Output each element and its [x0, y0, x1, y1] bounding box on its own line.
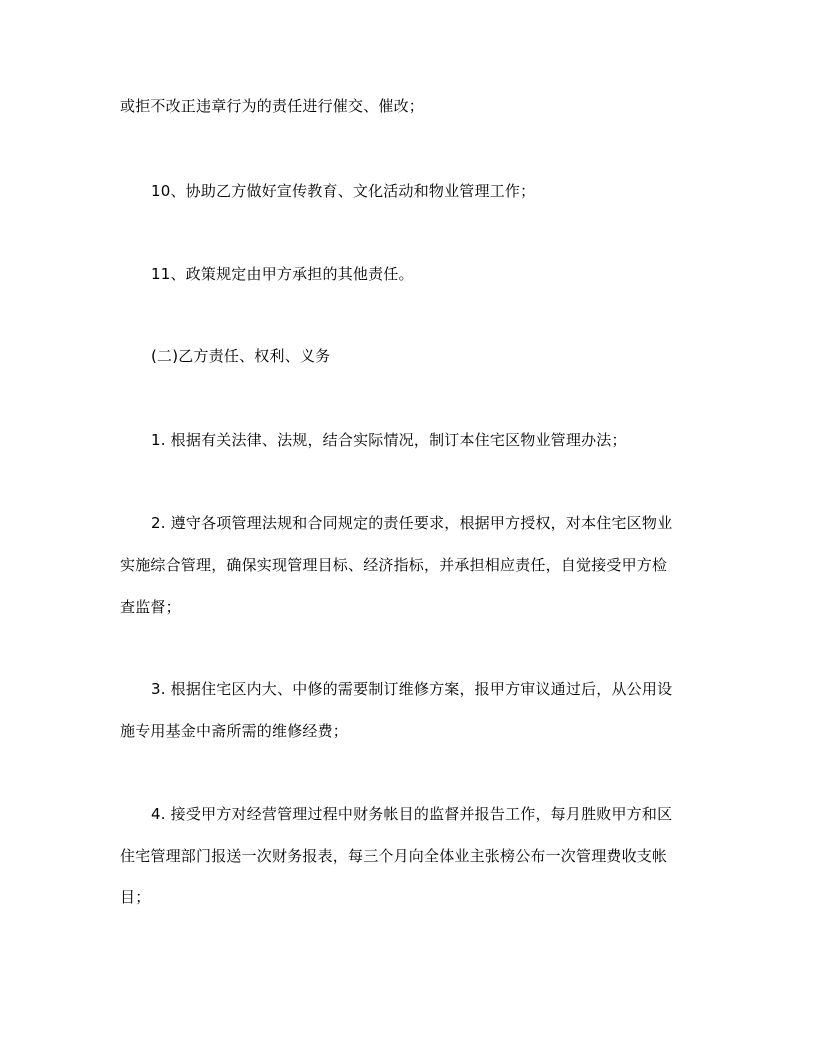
text-line: 实施综合管理，确保实现管理目标、经济指标，并承担相应责任，自觉接受甲方检: [120, 556, 668, 574]
text-line: 11、政策规定由甲方承担的其他责任。: [151, 265, 414, 283]
text-line: 住宅管理部门报送一次财务报表，每三个月向全体业主张榜公布一次管理费收支帐: [120, 847, 668, 865]
text-line: 施专用基金中斋所需的维修经费；: [120, 722, 349, 740]
text-line: 2. 遵守各项管理法规和合同规定的责任要求，根据甲方授权，对本住宅区物业: [151, 514, 673, 532]
section-heading: (二)乙方责任、权利、义务: [151, 347, 331, 365]
text-line: 1. 根据有关法律、法规，结合实际情况，制订本住宅区物业管理办法；: [151, 431, 627, 449]
text-line: 3. 根据住宅区内大、中修的需要制订维修方案，报甲方审议通过后，从公用设: [151, 680, 673, 698]
text-line: 10、协助乙方做好宣传教育、文化活动和物业管理工作；: [151, 182, 536, 200]
text-line: 4. 接受甲方对经营管理过程中财务帐目的监督并报告工作，每月胜败甲方和区: [151, 805, 673, 823]
text-line: 或拒不改正违章行为的责任进行催交、催改；: [120, 97, 425, 115]
text-line: 查监督；: [120, 598, 181, 616]
text-line: 目；: [120, 888, 151, 906]
